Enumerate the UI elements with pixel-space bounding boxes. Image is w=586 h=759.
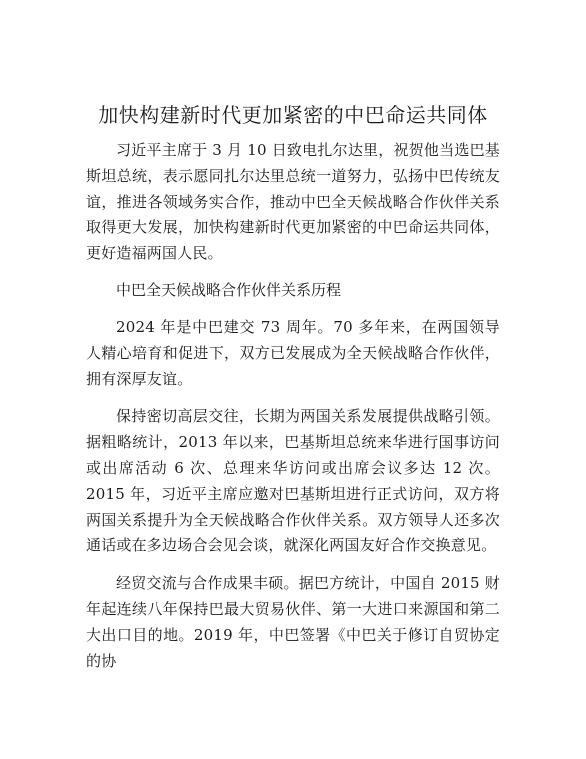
document-title: 加快构建新时代更加紧密的中巴命运共同体 bbox=[98, 103, 488, 127]
body-paragraph: 2024 年是中巴建交 73 周年。70 多年来，在两国领导人精心培育和促进下，双方已发展成为全天候战略合作伙伴，拥有深厚友谊。 bbox=[86, 317, 500, 388]
body-paragraph: 习近平主席于 3 月 10 日致电扎尔达里，祝贺他当选巴基斯坦总统，表示愿同扎尔达里总统一道努力，弘扬中巴传统友谊，推进各领域务实合作，推动中巴全天候战略合作伙伴关系取得更大发展，加快构建新时代更加紧密的中巴命运共同体，更好造福两国人民。 bbox=[86, 141, 500, 263]
section-heading: 中巴全天候战略合作伙伴关系历程 bbox=[116, 280, 342, 299]
body-paragraph: 保持密切高层交往，长期为两国关系发展提供战略引领。据粗略统计，2013 年以来，巴基斯坦总统来华进行国事访问或出席活动 6 次、总理来华访问或出席会议多达 12 次。2015 年，习近平主席应邀对巴基斯坦进行正式访问，双方将两国关系提升为全天候战略合作伙伴关系。双方领导人还多次通话或在多边场合会见会谈，就深化两国友好合作交换意见。 bbox=[86, 407, 500, 555]
document-body bbox=[86, 138, 500, 686]
body-paragraph: 经贸交流与合作成果丰硕。据巴方统计，中国自 2015 财年起连续八年保持巴最大贸易伙伴、第一大进口来源国和第二大出口目的地。2019 年，中巴签署《中巴关于修订自贸协定的协 bbox=[86, 574, 500, 670]
